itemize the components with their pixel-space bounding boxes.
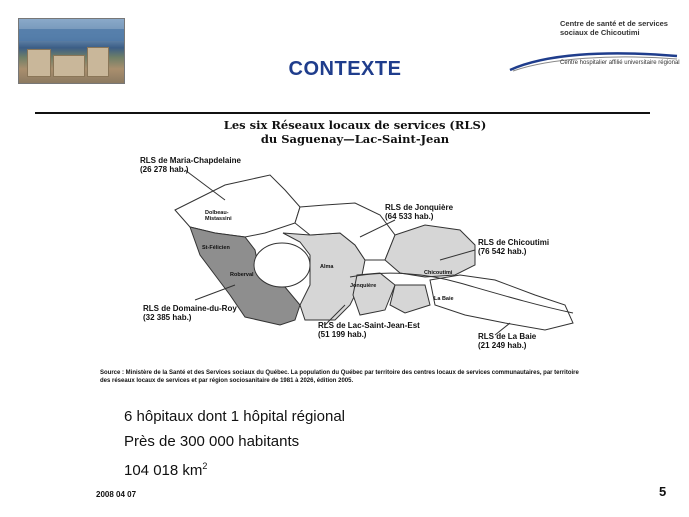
photo-building	[87, 47, 109, 77]
logo-swoosh-icon	[505, 32, 680, 72]
page-number: 5	[659, 484, 667, 499]
map-title	[195, 118, 515, 146]
place-chicoutimi: Chicoutimi	[424, 270, 453, 276]
org-name: Centre de santé et de services sociaux de Chicoutimi	[560, 19, 668, 37]
fact-hospitals: 6 hôpitaux dont 1 hôpital régional	[124, 408, 346, 425]
place-st-felicien: St-Félicien	[202, 245, 230, 251]
map-title-line1: Les six Réseaux locaux de services (RLS)	[223, 118, 487, 132]
callout-la-baie: RLS de La Baie (21 249 hab.)	[478, 332, 537, 350]
place-dolbeau-mistassini: Dolbeau-Mistassini	[205, 210, 232, 222]
photo-building	[27, 49, 51, 77]
fact-area: 104 018 $km^2$	[124, 461, 208, 479]
photo-water	[19, 29, 124, 41]
slide-title: CONTEXTE	[288, 58, 402, 80]
header-divider	[35, 112, 650, 114]
slide-date: 2008 04 07	[96, 490, 137, 499]
region-jonquiere-south	[353, 273, 395, 315]
callout-maria-chapdelaine: RLS de Maria-Chapdelaine (26 278 hab.)	[140, 156, 241, 174]
map-title-line2: du Saguenay—Lac-Saint-Jean	[260, 132, 450, 146]
place-jonquiere: Jonquière	[350, 283, 377, 289]
callout-domaine-du-roy: RLS de Domaine-du-Roy (32 385 hab.)	[143, 304, 237, 322]
place-alma: Alma	[320, 264, 334, 270]
region-la-baie	[430, 275, 573, 330]
fact-population: Près de 300 000 habitants	[124, 433, 300, 450]
callout-jonquiere: RLS de Jonquière (64 533 hab.)	[385, 203, 454, 221]
key-facts	[124, 404, 345, 483]
place-roberval: Roberval	[230, 272, 254, 278]
area-superscript: 2	[202, 461, 208, 471]
callout-lac-saint-jean-est: RLS de Lac-Saint-Jean-Est (51 199 hab.)	[318, 321, 420, 339]
photo-building	[53, 55, 85, 77]
callout-chicoutimi: RLS de Chicoutimi (76 542 hab.)	[478, 238, 550, 256]
map-source: Source : Ministère de la Santé et des Services sociaux du Québec. La population du Québec par territoire des centres locaux de services communautaires, par territoire des réseaux locaux de services et par région sociosanitaire de 1981 à 2026, édition 2005.	[100, 370, 579, 384]
hospital-photo	[18, 18, 125, 84]
org-subtitle: Centre hospitalier affilié universitaire régional	[560, 60, 680, 66]
region-chicoutimi-south	[390, 285, 430, 313]
place-la-baie: La Baie	[434, 296, 454, 302]
lake-saint-jean	[254, 243, 310, 287]
